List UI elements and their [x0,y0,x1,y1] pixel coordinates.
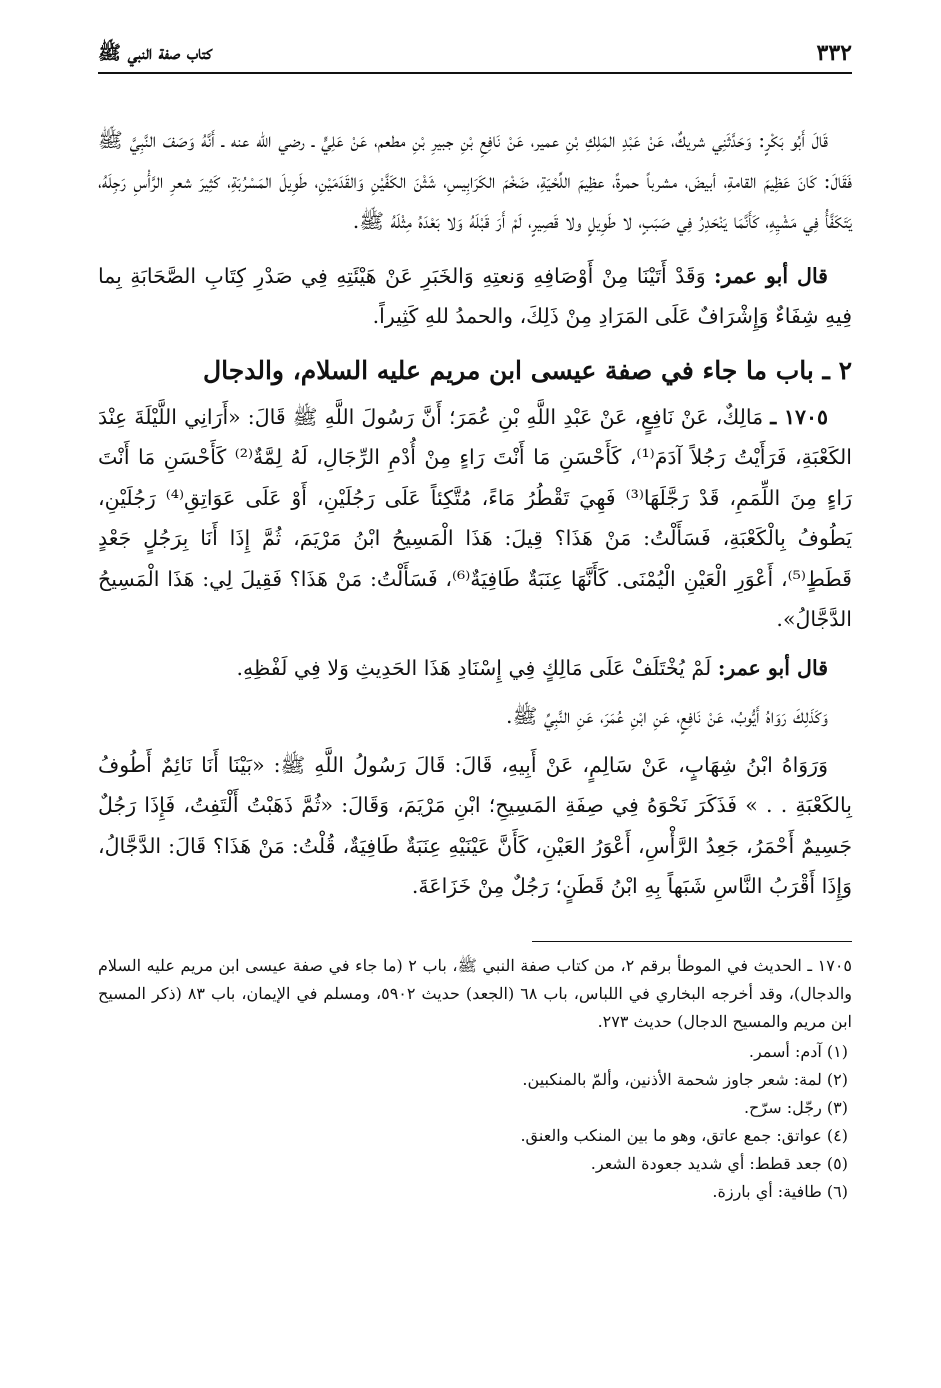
footnote-divider [532,941,852,942]
speaker-label: قال أبو عمر: [717,655,828,680]
footnotes [98,952,852,1206]
footnote-source: ١٧٠٥ ـ الحديث في الموطأ برقم ٢، من كتاب صفة النبي ﷺ، باب ٢ (ما جاء في صفة عيسى ابن مريم عليه السلام والدجال)، وقد أخرجه البخاري في اللباس، باب ٦٨ (الجعد) حديث ٥٩٠٢، ومسلم في الإيمان، باب ٨٣ (ذكر المسيح ابن مريم والمسيح الدجال) حديث ٢٧٣. [98,955,853,1031]
footnote-item: (٢) لمة: شعر جاوز شحمة الأذنين، وألمّ بالمنكبين. [522,1069,848,1089]
running-header [98,38,852,74]
paragraph-text: لَمْ يُخْتَلَفْ عَلَى مَالِكٍ فِي إِسْنَادِ هَذَا الحَدِيثِ وَلا فِي لَفْظِهِ. [236,655,712,680]
paragraph-abu-umar-1 [98,256,852,337]
footnote-list [98,1038,852,1206]
footnote-item: (٤) عواتق: جمع عاتق، وهو ما بين المنكب والعنق. [520,1125,848,1145]
paragraph-text: وَقَدْ أَتَيْنَا مِنْ أَوْصَافِهِ وَنعتِهِ وَالخَبَرِ عَنْ هَيْئَتِهِ فِي صَدْرِ كِتَابِ الصَّحَابَةِ بِما فِيهِ شِفَاءٌ وَإِشْرَافٌ عَلَى المَرَادِ مِنْ ذَلِكَ، والحمدُ للهِ كَثِيراً. [98,263,852,328]
speaker-label: قال أبو عمر: [714,263,828,288]
main-text [98,120,852,907]
footnote-item: (٦) طافية: أي بارزة. [712,1181,848,1201]
chapter-heading: ٢ ـ باب ما جاء في صفة عيسى ابن مريم عليه السلام، والدجال [203,355,852,385]
paragraph-abu-bakr: قَالَ أَبُو بَكْرٍ: وَحَدَّثَنِي شريكٌ، عَنْ عَبْدِ المَلِكِ بْنِ عمير، عَنْ نَافِعِ بْنِ جبيرِ بْنِ مطعم، عَنْ عَلِيٍّ ـ رضي الله عنه ـ أَنَّهُ وَصَفَ النَّبِيَّ ﷺ فَقَالَ: كَانَ عَظِيمَ القامةِ، أبيضَ، مشرباً حمرةً، عظِيمَ اللِّحْيَةِ، ضَخْمَ الكَرَابِيسِ، شَثْنَ الكَفَّيْنِ وَالقَدَمَيْنِ، طَوِيلَ المَسْرُبَةِ، كَثِيرَ شعرِ الرَّأْسِ رَجِلَهُ، يَتَكَفَّأُ فِي مَشْيِهِ، كَأَنَّمَا يَنْحَدِرُ فِي صَبَبٍ، لا طَوِيلٍ ولا قَصِيرٍ، لَمْ أَرَ قَبْلَهُ وَلا بَعْدَهُ مِثْلَهُ ﷺ. [98,128,852,233]
page-number: ٣٣٢ [809,38,852,68]
paragraph-ayyub: وَكَذَلِكَ رَوَاهُ أَيُّوبُ، عَنْ نَافِعٍ، عَنِ ابْنِ عُمَرَ، عَنِ النَّبِيِّ ﷺ. [506,704,828,728]
hadith-text: مَالِكٌ، عَنْ نَافِعٍ، عَنْ عَبْدِ اللَّهِ بْنِ عُمَرَ؛ أَنَّ رَسُولَ اللَّهِ ﷺ قَالَ: «أَرَانِي اللَّيْلَةَ عِنْدَ الكَعْبَةِ، فَرَأَيْتُ رَجُلاً آدَمَ⁽¹⁾، كَأَحْسَنِ مَا أَنْتَ رَاءٍ مِنْ أُدْمِ الرِّجَالِ، لَهُ لِمَّةٌ⁽²⁾ كَأَحْسَنِ مَا أَنْتَ رَاءٍ مِنَ اللِّمَمِ، قَدْ رَجَّلَهَا⁽³⁾ فَهِيَ تَقْطُرُ مَاءً، مُتَّكِئاً عَلَى رَجُلَيْنِ، أَوْ عَلَى عَوَاتِقِ⁽⁴⁾ رَجُلَيْنِ، يَطُوفُ بِالْكَعْبَةِ، فَسَأَلْتُ: مَنْ هَذَا؟ قِيلَ: هَذَا الْمَسِيحُ ابْنُ مَرْيَمَ، ثُمَّ إِذَا أَنَا بِرَجُلٍ جَعْدٍ قَطَطٍ⁽⁵⁾، أَعْوَرِ الْعَيْنِ الْيُمْنَى. كَأَنَّهَا عِنَبَةٌ طَافِيَةٌ⁽⁶⁾، فَسَأَلْتُ: مَنْ هَذَا؟ فَقِيلَ لِي: هَذَا الْمَسِيحُ الدَّجَّالُ». [98,404,853,631]
book-title: كتاب صفة النبي ﷺ [98,38,220,68]
hadith-1705 [98,397,852,640]
footnote-item: (١) آدم: أسمر. [748,1041,848,1061]
paragraph-ibn-shihab: وَرَوَاهُ ابْنُ شِهَابٍ، عَنْ سَالِمٍ، عَنْ أَبِيهِ، قَالَ: قَالَ رَسُولُ اللَّهِ ﷺ: «بَيْنَا أَنَا نَائِمٌ أَطُوفُ بِالكَعْبَةِ . . » فَذَكَرَ نَحْوَهُ فِي صِفَةِ المَسِيحِ؛ ابْنِ مَرْيَمَ، وَقَالَ: «ثُمَّ ذَهَبْتُ أَلْتَفِتُ، فَإِذَا رَجُلٌ جَسِيمٌ أَحْمَرُ، جَعِدُ الرَّأْسِ، أَعْوَرُ العَيْنِ، كَأَنَّ عَيْنَيْهِ عِنَبَةٌ طَافِيَةٌ، قُلْتُ: مَنْ هَذَا؟ قَالَ: الدَّجَّالُ، وَإِذَا أَقْرَبُ النَّاسِ شَبَهاً بِهِ ابْنُ قَطَنٍ؛ رَجُلٌ مِنْ خَزَاعَةَ. [98,752,852,898]
paragraph-abu-umar-2 [98,648,852,689]
book-page [98,38,852,1368]
hadith-number: ١٧٠٥ ـ [770,404,828,429]
footnote-item: (٣) رجّل: سرّح. [743,1097,848,1117]
footnote-item: (٥) جعد قطط: أي شديد جعودة الشعر. [590,1153,848,1173]
